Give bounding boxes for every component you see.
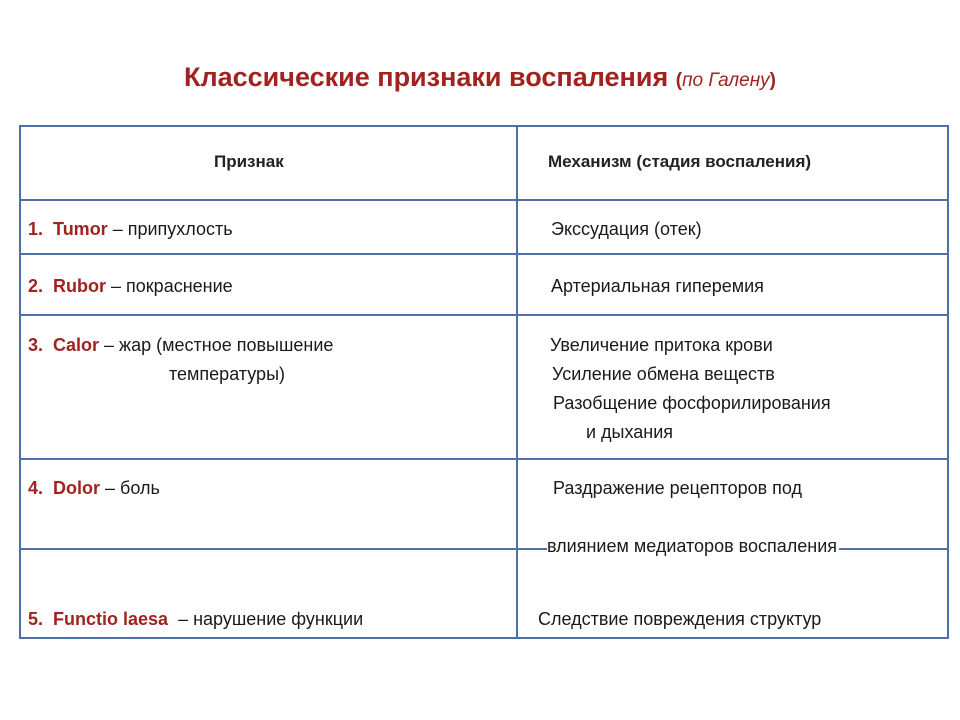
row-divider-1 [19,253,949,255]
table-row-3-sign-continued: температуры) [169,364,285,384]
title-note [676,70,776,91]
latin-term: Rubor [53,276,107,296]
table-row-4-mechanism-line-1: Раздражение рецепторов под [553,478,803,498]
table-row-2-sign [28,272,233,301]
sign-description: – припухлость [107,219,233,239]
row-number: 3. [28,335,44,355]
table-row-1-mechanism: Экссудация (отек) [551,219,702,239]
table-header-divider [19,199,949,201]
table-row-3-mechanism-line-1: Увеличение притока крови [550,335,773,355]
table-row-3-mechanism-line-4: и дыхания [586,422,674,442]
row-number: 2. [28,276,44,296]
header-mechanism: Механизм (стадия воспаления) [548,152,812,171]
table-row-5-sign [28,605,363,634]
table-row-5-mechanism: Следствие повреждения структур [536,605,823,634]
row-divider-3 [19,458,949,460]
title-main: Классические признаки воспаления [184,62,669,92]
latin-term: Functio laesa [53,609,169,629]
table-row-4-sign [28,474,160,503]
row-number: 1. [28,219,44,239]
slide-title [0,62,960,93]
table-border-top [19,125,949,127]
row-number: 5. [28,609,44,629]
table-row-3-mechanism-line-2: Усиление обмена веществ [552,364,775,384]
sign-description: – жар (местное повышение [99,335,334,355]
latin-term: Calor [53,335,100,355]
latin-term: Tumor [53,219,108,239]
table-row-2-mechanism: Артериальная гиперемия [551,276,764,296]
sign-description: – покраснение [106,276,233,296]
row-divider-2 [19,314,949,316]
sign-description: – боль [100,478,160,498]
latin-term: Dolor [53,478,101,498]
title-paren-open: ( [675,70,683,91]
header-sign: Признак [214,152,284,171]
table-column-divider [516,125,518,639]
table-row-3-sign [28,331,333,360]
table-row-4-mechanism-line-2: влиянием медиаторов воспаления [547,532,839,561]
sign-description: – нарушение функции [168,609,364,629]
table-row-1-sign [28,215,233,244]
table-border-right [947,125,949,639]
row-number: 4. [28,478,44,498]
table-border-bottom [19,637,949,639]
title-paren-close: ) [769,70,776,91]
table-border-left [19,125,21,639]
title-note-text: по Галену [682,70,770,91]
table-row-3-mechanism-line-3: Разобщение фосфорилирования [553,393,831,413]
